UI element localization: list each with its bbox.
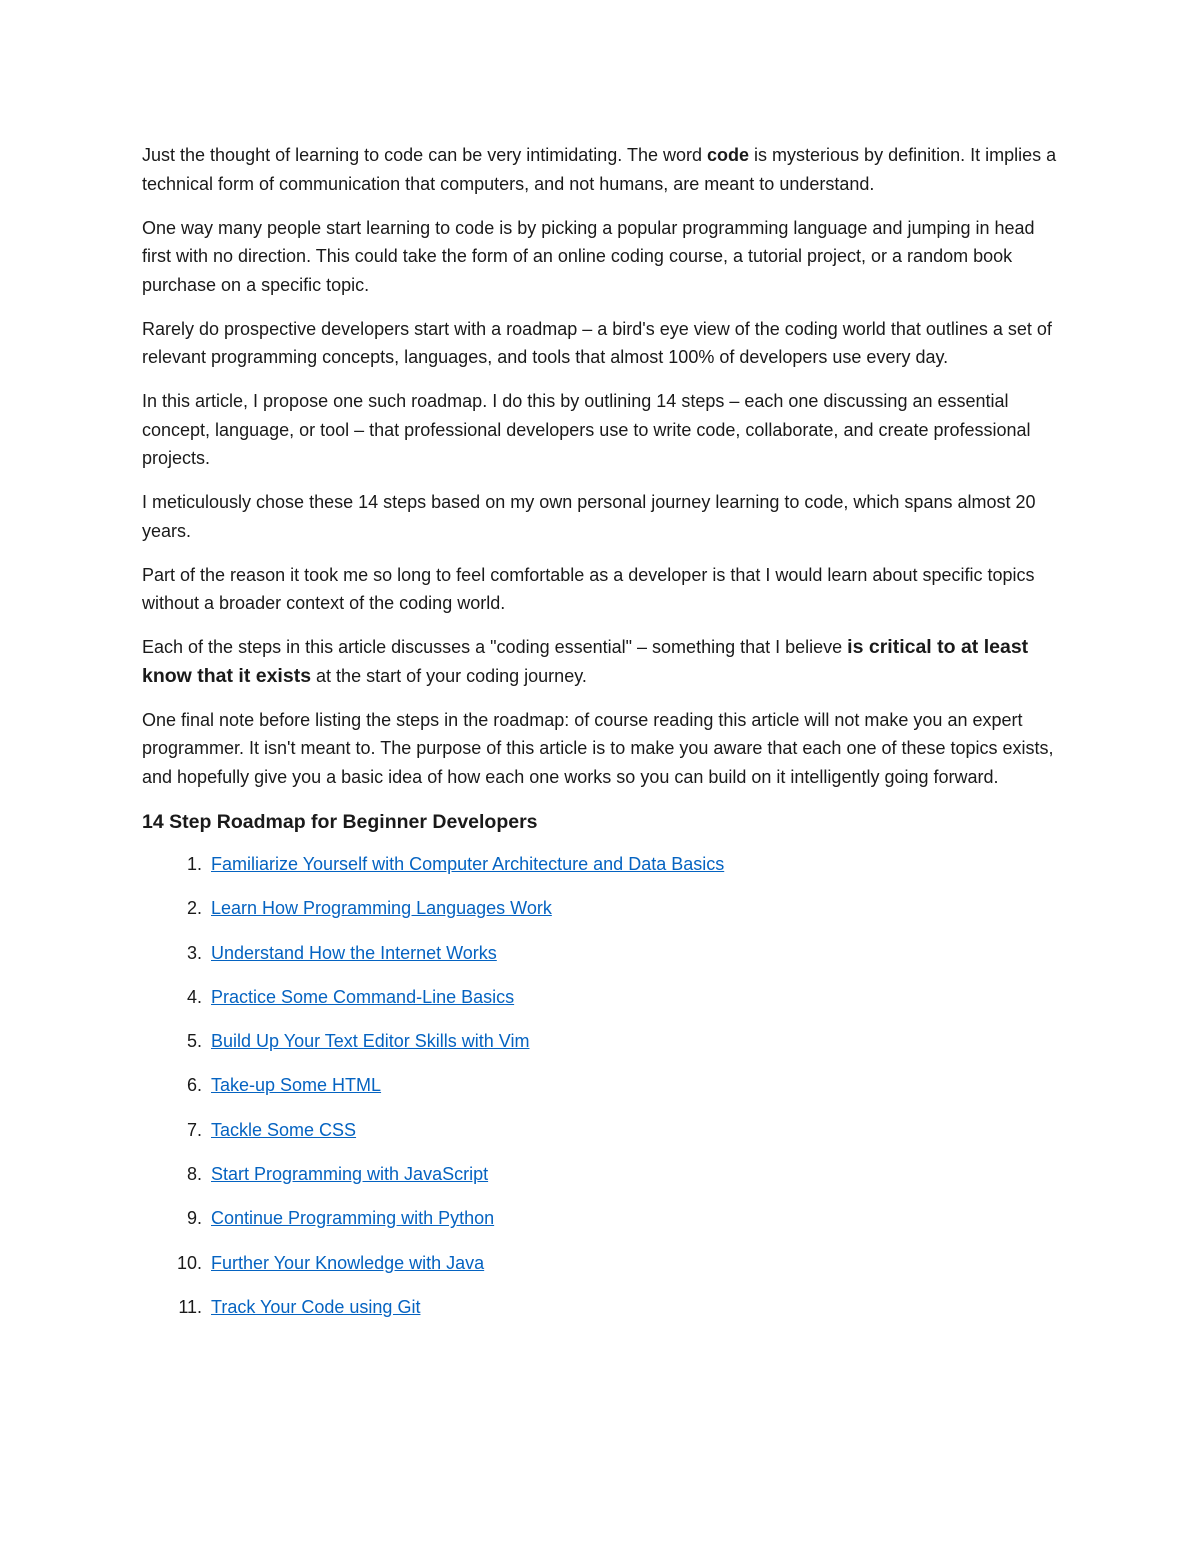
intro-paragraph-5: I meticulously chose these 14 steps based on my own personal journey learning to code, which spans almost 20 years. — [142, 492, 1036, 541]
list-item-number: 7. — [186, 1119, 202, 1140]
list-item-number: 6. — [186, 1075, 202, 1096]
list-item-number: 8. — [186, 1164, 202, 1185]
list-item-number: 3. — [186, 942, 202, 963]
list-item — [142, 983, 1062, 1011]
roadmap-link-javascript[interactable]: Start Programming with JavaScript — [211, 1164, 489, 1185]
list-item-number: 1. — [186, 854, 202, 874]
roadmap-link-internet[interactable]: Understand How the Internet Works — [211, 942, 497, 963]
roadmap-link-command-line[interactable]: Practice Some Command-Line Basics — [211, 986, 515, 1007]
list-item — [142, 850, 1062, 878]
list-item-number: 5. — [186, 1031, 202, 1052]
intro-paragraph-2: One way many people start learning to code is by picking a popular programming language and jumping in head first with no direction. This could take the form of an online coding course, a tutorial project, or a random book purchase on a specific topic. — [142, 217, 1035, 295]
intro-paragraph-7-end: at the start of your coding journey. — [311, 665, 587, 686]
intro-paragraph-1-start: Just the thought of learning to code can be very intimidating. The word — [142, 145, 708, 165]
roadmap-link-css[interactable]: Tackle Some CSS — [211, 1119, 357, 1140]
list-item-number: 2. — [186, 898, 202, 919]
list-item-number: 4. — [186, 986, 202, 1007]
list-item — [142, 894, 1062, 922]
roadmap-link-git[interactable]: Track Your Code using Git — [211, 1296, 421, 1317]
roadmap-link-vim[interactable]: Build Up Your Text Editor Skills with Vim — [211, 1031, 530, 1052]
list-item-number: 9. — [186, 1208, 202, 1229]
list-item — [142, 939, 1062, 967]
emphasis-critical: is critical to at least know that it exists — [142, 636, 1029, 687]
roadmap-link-python[interactable]: Continue Programming with Python — [211, 1208, 495, 1229]
list-item — [142, 1160, 1062, 1188]
roadmap-link-java[interactable]: Further Your Knowledge with Java — [211, 1252, 485, 1273]
intro-paragraph-1 — [142, 141, 1062, 198]
intro-paragraph-1-end: is mysterious by definition. It implies a technical form of communication that computers, and not humans, are meant to understand. — [142, 145, 1057, 194]
intro-paragraph-7-start: Each of the steps in this article discusses a "coding essential" – something that I believe — [142, 637, 848, 657]
list-item-number: 11. — [178, 1296, 202, 1317]
list-item — [142, 1249, 1062, 1277]
roadmap-link-html[interactable]: Take-up Some HTML — [211, 1075, 382, 1096]
intro-paragraph-8: One final note before listing the steps in the roadmap: of course reading this article will not make you an expert programmer. It isn't meant to. The purpose of this article is to make you aware that each one of these topics exists, and hopefully give you a basic idea of how each one works so you can build on it intelligently going forward. — [142, 709, 1054, 787]
intro-paragraph-6: Part of the reason it took me so long to feel comfortable as a developer is that I would learn about specific topics without a broader context of the coding world. — [142, 564, 1035, 613]
roadmap-link-computer-architecture[interactable]: Familiarize Yourself with Computer Architecture and Data Basics — [211, 854, 725, 874]
list-item-number: 10. — [176, 1252, 202, 1273]
roadmap-link-programming-languages[interactable]: Learn How Programming Languages Work — [211, 898, 552, 919]
list-item — [142, 1204, 1062, 1232]
list-item — [142, 1027, 1062, 1055]
list-item — [142, 1071, 1062, 1099]
document-page — [142, 141, 1062, 1337]
intro-paragraph-7 — [142, 633, 1062, 690]
intro-paragraph-4: In this article, I propose one such roadmap. I do this by outlining 14 steps – each one discussing an essential concept, language, or tool – that professional developers use to write code, collaborate, and create professional projects. — [142, 391, 1031, 468]
list-item — [142, 1293, 1062, 1321]
intro-paragraph-3: Rarely do prospective developers start with a roadmap – a bird's eye view of the coding world that outlines a set of relevant programming concepts, languages, and tools that almost 100% of developers use every day. — [142, 318, 1052, 367]
keyword-code: code — [707, 145, 750, 165]
roadmap-list — [142, 850, 1062, 1321]
roadmap-heading: 14 Step Roadmap for Beginner Developers — [142, 811, 538, 833]
list-item — [142, 1116, 1062, 1144]
